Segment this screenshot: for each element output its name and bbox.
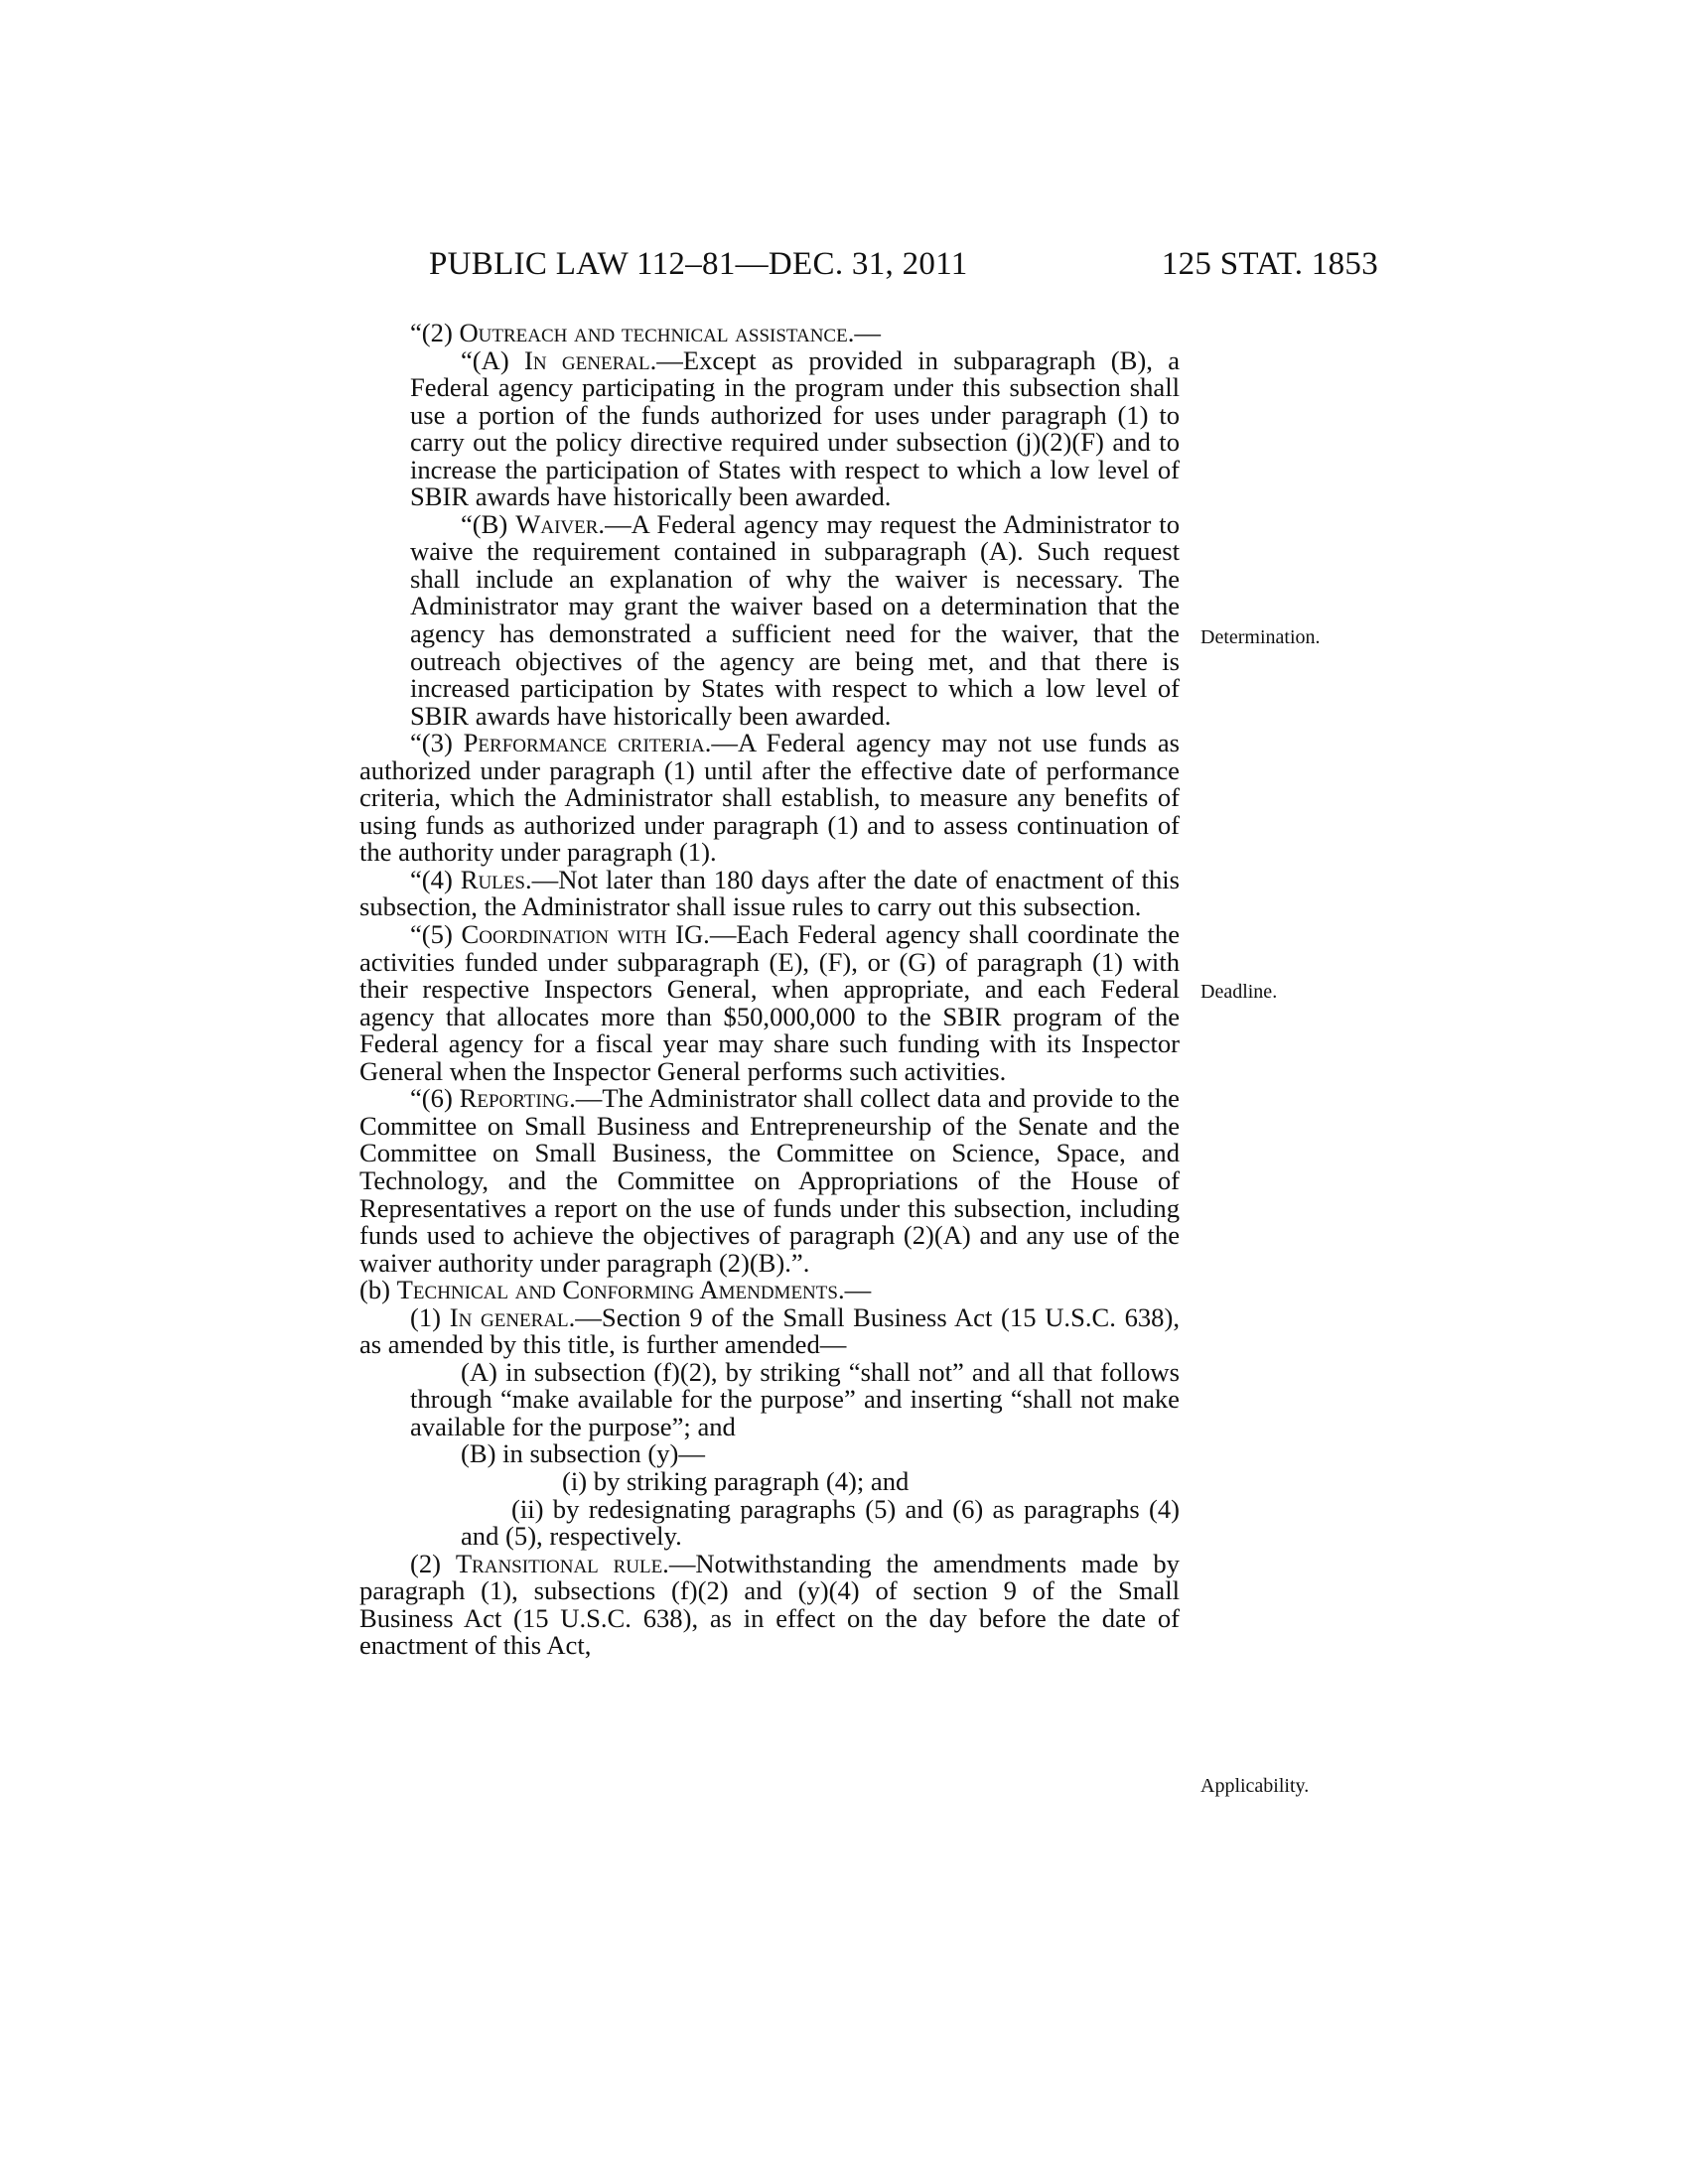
subparagraph-a-in-general: “(A) In general.—Except as provided in subparagraph (B), a Federal agency participating in the program under this subsection shall use a portion of the funds authorized for uses under paragraph (1) to carry out the policy directive required under subsection (j)(2)(F) and to increase the participation of States with respect to which a low level of SBIR awards have historically been awarded. — [410, 344, 1180, 512]
paragraph-5-coordination: “(5) Coordination with IG.—Each Federal agency shall coordinate the activities funded under subparagraph (E), (F), or (G) of paragraph (1) with their respective Inspectors General, when appropriate, and each Federal agency that allocates more than $50,000,000 to the SBIR program of the Federal agency for a fiscal year may share such funding with its Inspector General when the Inspector General performs such activities. — [359, 919, 1181, 1086]
margin-note-deadline: Deadline. — [1200, 981, 1278, 1003]
item-i-striking: (i) by striking paragraph (4); and — [562, 1465, 910, 1496]
subparagraph-b-waiver: “(B) Waiver.—A Federal agency may request the Administrator to waive the requirement contained in subparagraph (A). Such request shall include an explanation of why the waiver is necessary. The Administrator may grant the waiver based on a determination that the agency has demonstrated a sufficient need for the waiver, that the outreach objectives of the agency are being met, and that there is increased participation by States with respect to which a low level of SBIR awards have historically been awarded. — [410, 508, 1180, 731]
public-law-citation: PUBLIC LAW 112–81—DEC. 31, 2011 — [429, 246, 968, 282]
page-header — [429, 246, 1378, 290]
paragraph-3-performance-criteria: “(3) Performance criteria.—A Federal agency may not use funds as authorized under paragraph (1) until after the effective date of performance criteria, which the Administrator shall establish, to measure any benefits of using funds as authorized under paragraph (1) and to assess continuation of the authority under paragraph (1). — [359, 728, 1180, 868]
clause-a-subsection-f2: (A) in subsection (f)(2), by striking “shall not” and all that follows through “make available for the purpose” and inserting “shall not make available for the purpose”; and — [410, 1356, 1180, 1441]
subsection-b-amendments: (b) Technical and Conforming Amendments.— — [359, 1275, 872, 1305]
item-ii-redesignating: (ii) by redesignating paragraphs (5) and (6) as paragraphs (4) and (5), respectively. — [461, 1493, 1180, 1552]
paragraph-4-rules: “(4) Rules.—Not later than 180 days after the date of enactment of this subsection, the Administrator shall issue rules to carry out this subsection. — [359, 864, 1180, 922]
statute-page-number: 125 STAT. 1853 — [1161, 246, 1378, 282]
paragraph-2-outreach: “(2) Outreach and technical assistance.— — [410, 318, 881, 347]
paragraph-1-in-general: (1) In general.—Section 9 of the Small Business Act (15 U.S.C. 638), as amended by this title, is further amended— — [359, 1301, 1180, 1360]
document-body — [359, 320, 1180, 1660]
paragraph-6-reporting: “(6) Reporting.—The Administrator shall collect data and provide to the Committee on Small Business and Entrepreneurship of the Senate and the Committee on Small Business, the Committee on Science, Space, and Technology, and the Committee on Appropriations of the House of Representatives a report on the use of funds under this subsection, including funds used to achieve the objectives of paragraph (2)(A) and any use of the waiver authority under paragraph (2)(B).”. — [359, 1083, 1180, 1278]
paragraph-2-transitional-rule: (2) Transitional rule.—Notwithstanding the amendments made by paragraph (1), subsections (f)(2) and (y)(4) of section 9 of the Small Business Act (15 U.S.C. 638), as in effect on the day before the date of enactment of this Act, — [359, 1548, 1180, 1661]
margin-note-determination: Determination. — [1200, 626, 1321, 648]
margin-note-applicability: Applicability. — [1200, 1775, 1310, 1797]
clause-b-subsection-y: (B) in subsection (y)— — [461, 1438, 705, 1469]
